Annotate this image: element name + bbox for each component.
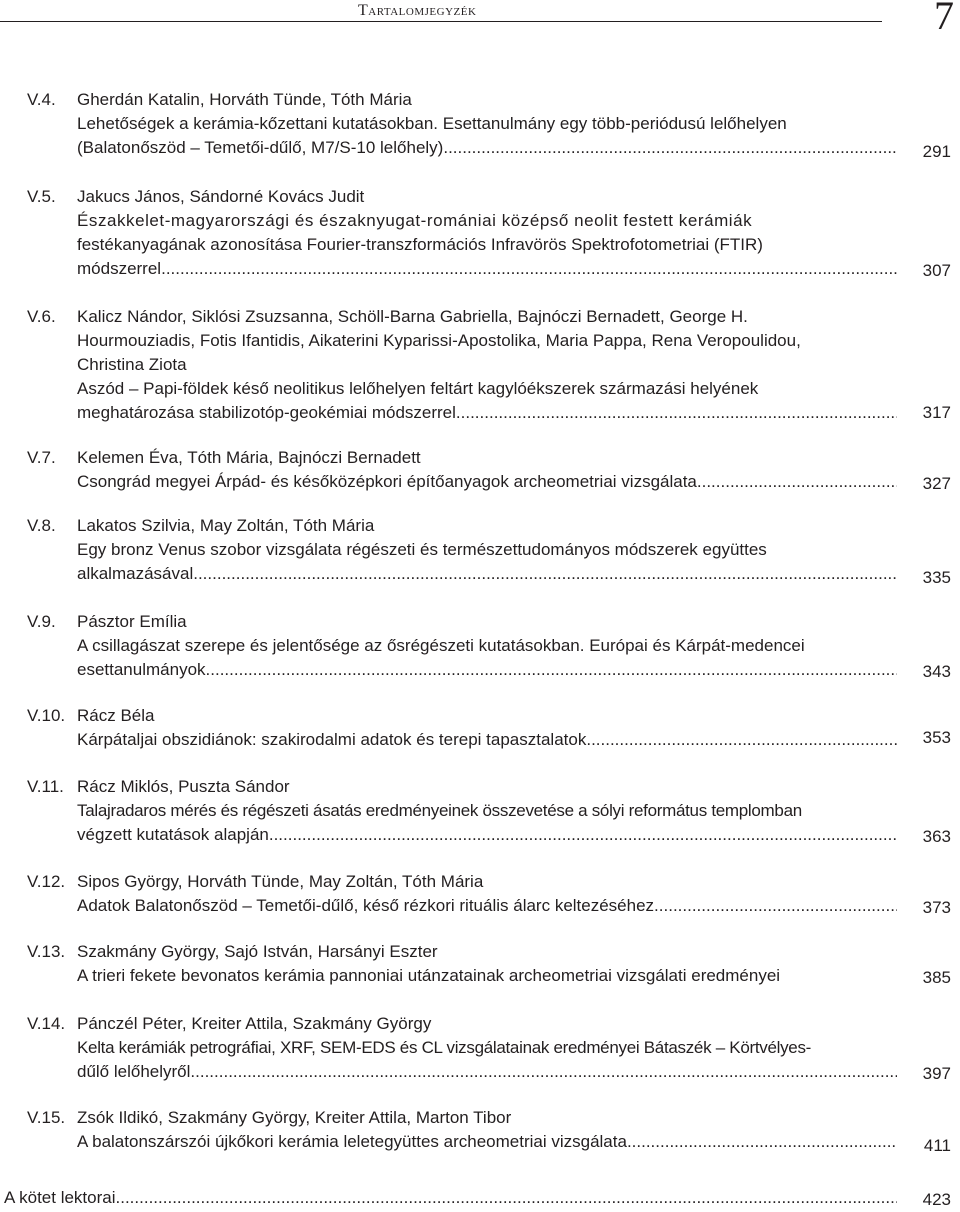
entry-body [77,185,897,281]
entry-body [77,446,897,494]
entry-title-line: Egy bronz Venus szobor vizsgálata régészeti és természettudományos módszerek együttes [77,540,767,559]
entry-authors: Rácz Miklós, Puszta Sándor [77,777,290,796]
entry-body [77,704,897,752]
entry-title-line: Kelta kerámiák petrográfiai, XRF, SEM-EDS és CL vizsgálatainak eredményei Bátaszék – Körtvélyes- [77,1038,812,1057]
entry-title-line: Talajradaros mérés és régészeti ásatás eredményeinek összevetése a sólyi református templomban [77,801,802,820]
dot-leader [190,1060,897,1084]
entry-title-line: (Balatonőszöd – Temetői-dűlő, M7/S-10 lelőhely) [77,138,444,157]
dot-leader [586,728,897,752]
entry-leader-line [77,728,897,752]
entry-leader-line [77,562,897,586]
entry-page-number: 411 [923,1136,951,1155]
entry-authors: Jakucs János, Sándorné Kovács Judit [77,187,365,206]
entry-page-number: 291 [922,142,951,161]
entry-body [77,775,897,847]
running-title: Tartalomjegyzék [358,2,477,19]
entry-leader-line [77,1130,897,1154]
entry-number: V.9. [27,612,56,631]
entry-number: V.15. [27,1108,66,1127]
entry-page-number: 353 [922,728,951,747]
entry-number: V.14. [27,1014,66,1033]
entry-body [77,88,897,160]
entry-leader-line [77,1060,897,1084]
dot-leader [206,658,897,682]
entry-number: V.11. [27,777,64,796]
entry-number: V.12. [27,872,66,891]
entry-title-line: A trieri fekete bevonatos kerámia pannoniai utánzatainak archeometriai vizsgálati eredményei [77,966,781,985]
entry-number: V.8. [27,516,56,535]
entry-page-number: 327 [922,474,951,493]
entry-body [77,940,897,988]
dot-leader [116,1186,897,1210]
entry-title-line: A kötet lektorai [4,1188,116,1207]
entry-number: V.6. [27,307,56,326]
entry-number: V.5. [27,187,56,206]
entry-authors: Lakatos Szilvia, May Zoltán, Tóth Mária [77,516,375,535]
entry-body [77,1106,897,1154]
entry-authors: Hourmouziadis, Fotis Ifantidis, Aikaterini Kyparissi-Apostolika, Maria Pappa, Rena Veropoulidou, [77,331,801,350]
entry-leader-line [77,823,897,847]
entry-leader-line [77,658,897,682]
entry-body [77,870,897,918]
entry-leader-line [77,401,897,425]
entry-page-number: 307 [922,261,951,280]
entry-title-line: A csillagászat szerepe és jelentősége az ősrégészeti kutatásokban. Európai és Kárpát-medencei [77,636,805,655]
dot-leader [697,470,897,494]
entry-authors: Zsók Ildikó, Szakmány György, Kreiter Attila, Marton Tibor [77,1108,512,1127]
entry-page-number: 363 [922,827,951,846]
entry-body [77,610,897,682]
entry-title-line: Lehetőségek a kerámia-kőzettani kutatásokban. Esettanulmány egy több-periódusú lelőhelyen [77,114,787,133]
entry-number: V.13. [27,942,66,961]
dot-leader [269,823,897,847]
entry-title-line: A balatonszárszói újkőkori kerámia leletegyüttes archeometriai vizsgálata [77,1132,627,1151]
entry-title-line: Északkelet-magyarországi és északnyugat-romániai középső neolit festett kerámiák [77,211,753,230]
entry-title-line: esettanulmányok [77,660,206,679]
entry-title-line: alkalmazásával [77,564,194,583]
entry-title-line: meghatározása stabilizotóp-geokémiai módszerrel [77,403,456,422]
entry-page-number: 317 [922,403,951,422]
entry-title-line: Csongrád megyei Árpád- és későközépkori építőanyagok archeometriai vizsgálata [77,472,697,491]
entry-body [77,305,897,425]
entry-leader-line [77,257,897,281]
entry-leader-line [77,894,897,918]
entry-authors: Pásztor Emília [77,612,187,631]
entry-authors: Kelemen Éva, Tóth Mária, Bajnóczi Bernadett [77,448,421,467]
entry-number: V.4. [27,90,56,109]
entry-authors: Kalicz Nándor, Siklósi Zsuzsanna, Schöll-Barna Gabriella, Bajnóczi Bernadett, George H. [77,307,748,326]
entry-number: V.7. [27,448,56,467]
entry-authors: Szakmány György, Sajó István, Harsányi Eszter [77,942,438,961]
dot-leader [456,401,897,425]
entry-page-number: 423 [922,1190,951,1209]
entry-title-line: dűlő lelőhelyről [77,1062,191,1081]
entry-authors: Pánczél Péter, Kreiter Attila, Szakmány György [77,1014,432,1033]
entry-authors: Gherdán Katalin, Horváth Tünde, Tóth Mária [77,90,412,109]
entry-title-line: Aszód – Papi-földek késő neolitikus lelőhelyen feltárt kagylóékszerek származási helyének [77,379,759,398]
entry-page-number: 397 [922,1064,951,1083]
entry-leader-line [77,136,897,160]
entry-authors: Rácz Béla [77,706,155,725]
entry-leader-line [77,470,897,494]
dot-leader [161,257,897,281]
entry-authors: Sipos György, Horváth Tünde, May Zoltán, Tóth Mária [77,872,484,891]
entry-page-number: 343 [922,662,951,681]
entry-page-number: 373 [922,898,951,917]
page-number: 7 [934,0,954,38]
entry-title-line: festékanyagának azonosítása Fourier-transzformációs Infravörös Spektrofotometriai (FTIR) [77,235,763,254]
entry-title-line: Adatok Balatonőszöd – Temetői-dűlő, késő rézkori rituális álarc keltezéséhez [77,896,655,915]
dot-leader [654,894,897,918]
entry-title-line: végzett kutatások alapján [77,825,269,844]
entry-page-number: 385 [922,968,951,987]
dot-leader [443,136,897,160]
entry-page-number: 335 [922,568,951,587]
entry-body [77,1012,897,1084]
entry-title-line: módszerrel [77,259,162,278]
entry-authors: Christina Ziota [77,355,187,374]
entry-number: V.10. [27,706,66,725]
entry-body [77,514,897,586]
entry-title-line: Kárpátaljai obszidiánok: szakirodalmi adatok és terepi tapasztalatok [77,730,587,749]
dot-leader [627,1130,897,1154]
dot-leader [193,562,897,586]
toc-entry-reviewers[interactable] [4,1186,897,1210]
